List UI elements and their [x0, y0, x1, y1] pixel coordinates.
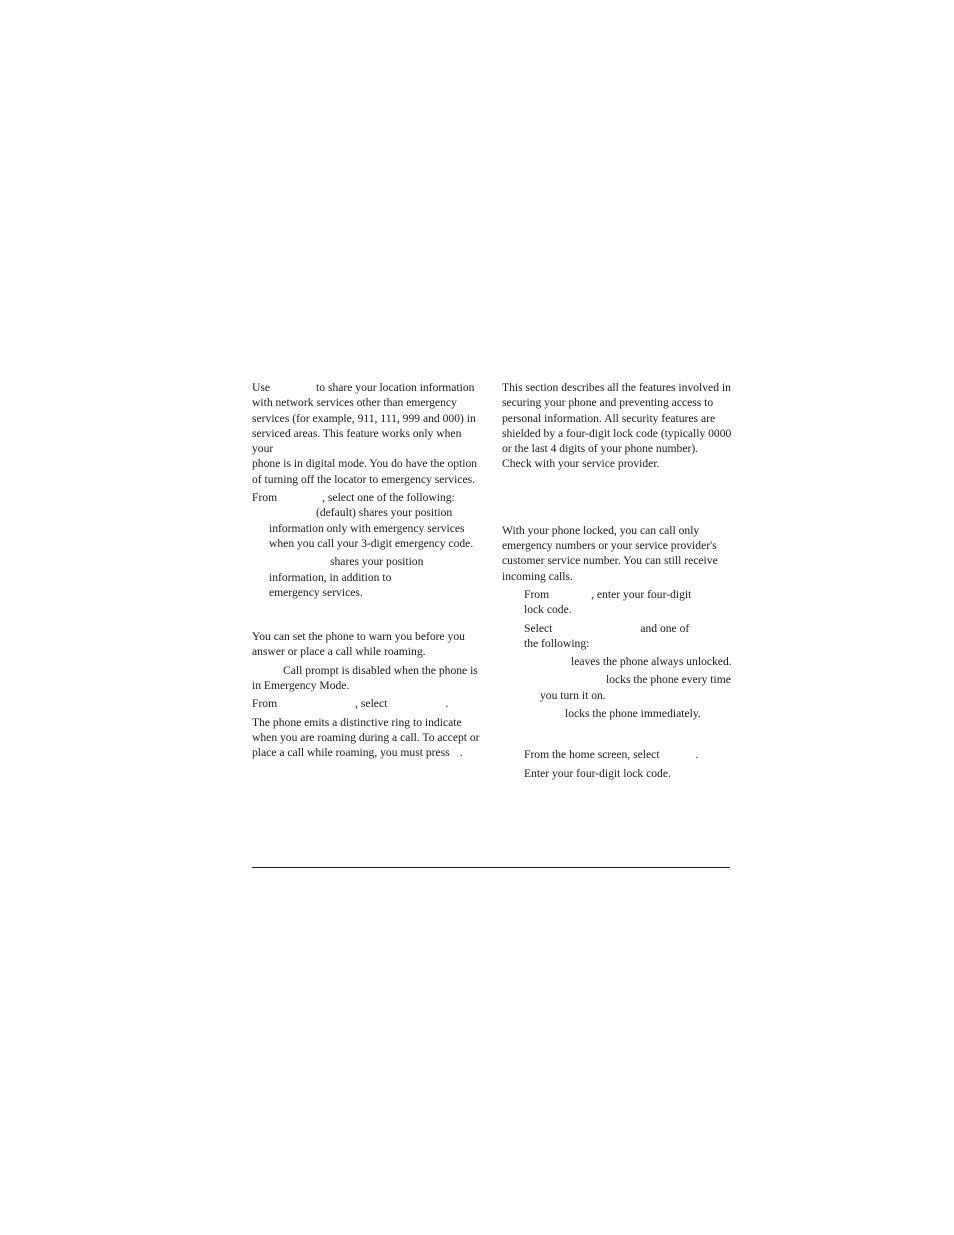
unlock-step-2	[524, 766, 732, 781]
step1-word: From	[524, 587, 550, 601]
step2-rest: and one of	[640, 621, 690, 635]
security-line-6: Check with your service provider.	[502, 457, 660, 471]
security-line-3: personal information. All security features are	[502, 411, 716, 425]
footer-rule	[252, 867, 730, 868]
unlock-step-1	[524, 747, 732, 762]
right-column	[502, 380, 732, 784]
security-line-1: This section describes all the features involved in	[502, 381, 731, 394]
locked-line-3: customer service number. You can still receive	[502, 554, 718, 568]
intro-line-1: with network services other than emergency	[252, 396, 457, 410]
roam-line-1: You can set the phone to warn you before you	[252, 630, 465, 644]
lockopt2-first: locks the phone every time	[606, 673, 731, 687]
step2-line-2: the following:	[524, 636, 590, 650]
option1-line-2: when you call your 3-digit emergency code.	[269, 536, 474, 550]
roaming-ring	[252, 715, 480, 761]
roaming-intro	[252, 629, 480, 660]
lock-step-1	[524, 587, 732, 618]
from-rest: , select one of the following:	[322, 491, 455, 505]
note-first: Call prompt is disabled when the phone is	[283, 663, 478, 677]
security-intro	[502, 380, 732, 472]
intro-line-3: serviced areas. This feature works only when your	[252, 426, 462, 456]
unlock1-end: .	[695, 748, 699, 762]
lock-option-1	[571, 654, 732, 669]
lockopt2-second: you turn it on.	[540, 688, 606, 702]
option2-line-1: information, in addition to	[269, 570, 392, 584]
step1-rest: , enter your four-digit	[591, 587, 692, 601]
lock-step-2	[524, 621, 732, 652]
from2-rest: , select	[355, 697, 388, 711]
roam-line-2: answer or place a call while roaming.	[252, 645, 426, 659]
security-line-4: shielded by a four-digit lock code (typically 0000	[502, 426, 732, 440]
option1-first: (default) shares your position	[316, 506, 453, 520]
option2-first: shares your position	[330, 555, 424, 569]
note-second: in Emergency Mode.	[252, 679, 350, 693]
ring-line-1: The phone emits a distinctive ring to indicate	[252, 715, 462, 729]
intro-line-4: phone is in digital mode. You do have the option	[252, 457, 478, 471]
ring-line-2: when you are roaming during a call. To accept or	[252, 730, 480, 744]
option2-line-2: emergency services.	[269, 585, 363, 599]
locator-option2	[252, 554, 480, 600]
option1-line-1: information only with emergency services	[269, 521, 465, 535]
locator-from-step	[252, 490, 480, 551]
locked-intro	[502, 523, 732, 584]
lock-option-2	[502, 672, 732, 703]
lockopt1: leaves the phone always unlocked.	[571, 655, 732, 669]
roaming-from-step	[252, 696, 480, 711]
unlock2: Enter your four-digit lock code.	[524, 766, 671, 780]
unlock1-text: From the home screen, select	[524, 748, 660, 762]
from-word: From	[252, 491, 278, 505]
ring-end: .	[459, 746, 463, 760]
intro-use-word: Use	[252, 381, 271, 394]
locator-intro	[252, 380, 480, 487]
ring-last: place a call while roaming, you must press	[252, 746, 450, 760]
lock-option-3	[565, 706, 732, 721]
locked-line-1: With your phone locked, you can call only	[502, 523, 700, 537]
lockopt3: locks the phone immediately.	[565, 707, 701, 721]
locked-line-2: emergency numbers or your service provider's	[502, 539, 717, 553]
from2-word: From	[252, 697, 278, 711]
intro-line-2: services (for example, 911, 111, 999 and 000) in	[252, 411, 476, 425]
left-column	[252, 380, 480, 764]
step2-word: Select	[524, 621, 553, 635]
security-line-2: securing your phone and preventing access to	[502, 396, 714, 410]
security-line-5: or the last 4 digits of your phone number).	[502, 442, 699, 456]
roaming-note	[252, 663, 480, 694]
locked-line-4: incoming calls.	[502, 569, 573, 583]
from2-end: .	[445, 697, 449, 711]
intro-line-5: of turning off the locator to emergency services.	[252, 472, 475, 486]
intro-rest: to share your location information	[316, 381, 475, 394]
step1-line-2: lock code.	[524, 603, 572, 617]
